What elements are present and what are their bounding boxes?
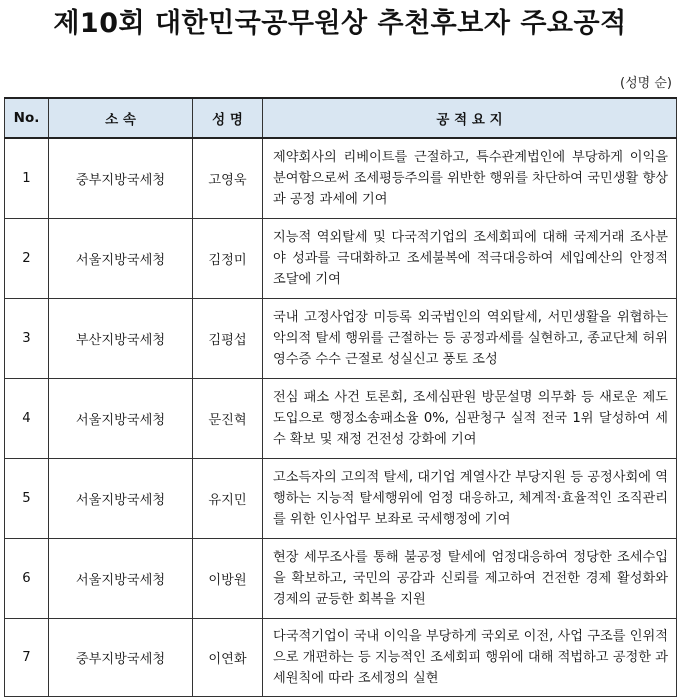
cell-affiliation: 서울지방국세청 — [49, 378, 193, 458]
table-row — [5, 298, 677, 378]
header-achievements: 공 적 요 지 — [263, 98, 677, 138]
table-row — [5, 138, 677, 218]
header-affiliation: 소 속 — [49, 98, 193, 138]
cell-affiliation: 부산지방국세청 — [49, 298, 193, 378]
cell-affiliation: 중부지방국세청 — [49, 618, 193, 696]
table-row — [5, 538, 677, 618]
cell-achievement: 전심 패소 사건 토론회, 조세심판원 방문설명 의무화 등 새로운 제도 도입으로 행정소송패소율 0%, 심판청구 실적 전국 1위 달성하여 세수 확보 및 재정 건전성 강화에 기여 — [263, 378, 677, 458]
table-row — [5, 378, 677, 458]
cell-affiliation: 중부지방국세청 — [49, 138, 193, 218]
cell-no: 4 — [5, 378, 49, 458]
page-title: 제10회 대한민국공무원상 추천후보자 주요공적 — [53, 8, 627, 39]
table-row — [5, 618, 677, 696]
cell-achievement: 고소득자의 고의적 탈세, 대기업 계열사간 부당지원 등 공정사회에 역행하는 지능적 탈세행위에 엄정 대응하고, 체계적·효율적인 조직관리를 위한 인사업무 보좌로 국세행정에 기여 — [263, 458, 677, 538]
cell-name: 김정미 — [193, 218, 263, 298]
table-header-row — [5, 98, 677, 138]
cell-affiliation: 서울지방국세청 — [49, 218, 193, 298]
cell-name: 문진혁 — [193, 378, 263, 458]
cell-no: 2 — [5, 218, 49, 298]
table-row — [5, 458, 677, 538]
cell-name: 이방원 — [193, 538, 263, 618]
sort-order-note: (성명 순) — [620, 76, 672, 91]
cell-affiliation: 서울지방국세청 — [49, 538, 193, 618]
cell-name: 이연화 — [193, 618, 263, 696]
cell-no: 3 — [5, 298, 49, 378]
cell-achievement: 지능적 역외탈세 및 다국적기업의 조세회피에 대해 국제거래 조사분야 성과를 극대화하고 조세불복에 적극대응하여 세입예산의 안정적 조달에 기여 — [263, 218, 677, 298]
table-row — [5, 218, 677, 298]
cell-name: 고영욱 — [193, 138, 263, 218]
cell-no: 1 — [5, 138, 49, 218]
achievements-table — [4, 97, 677, 697]
cell-no: 6 — [5, 538, 49, 618]
cell-no: 7 — [5, 618, 49, 696]
cell-achievement: 제약회사의 리베이트를 근절하고, 특수관계법인에 부당하게 이익을 분여함으로써 조세평등주의를 위반한 행위를 차단하여 국민생활 향상과 공정 과세에 기여 — [263, 138, 677, 218]
header-name: 성 명 — [193, 98, 263, 138]
cell-achievement: 다국적기업이 국내 이익을 부당하게 국외로 이전, 사업 구조를 인위적으로 개편하는 등 지능적인 조세회피 행위에 대해 적법하고 공정한 과세원칙에 따라 조세정의 실현 — [263, 618, 677, 696]
header-no: No. — [5, 98, 49, 138]
cell-name: 유지민 — [193, 458, 263, 538]
cell-name: 김평섭 — [193, 298, 263, 378]
cell-no: 5 — [5, 458, 49, 538]
cell-affiliation: 서울지방국세청 — [49, 458, 193, 538]
cell-achievement: 현장 세무조사를 통해 불공정 탈세에 엄정대응하여 정당한 조세수입을 확보하고, 국민의 공감과 신뢰를 제고하여 건전한 경제 활성화와 경제의 균등한 회복을 지원 — [263, 538, 677, 618]
cell-achievement: 국내 고정사업장 미등록 외국법인의 역외탈세, 서민생활을 위협하는 악의적 탈세 행위를 근절하는 등 공정과세를 실현하고, 종교단체 허위영수증 수수 근절로 성실신고 풍토 조성 — [263, 298, 677, 378]
